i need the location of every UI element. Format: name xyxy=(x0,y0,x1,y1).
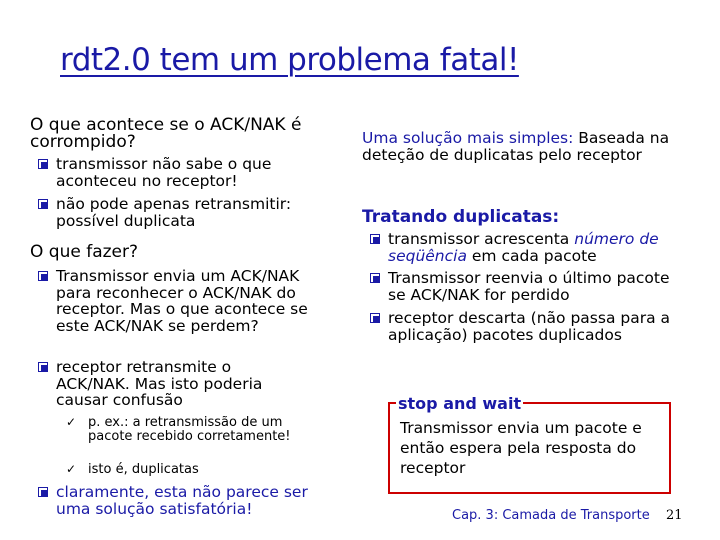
footer-chapter: Cap. 3: Camada de Transporte xyxy=(452,508,650,523)
square-bullet-icon xyxy=(38,362,48,372)
handling-duplicates-heading: Tratando duplicatas: xyxy=(362,207,560,227)
stop-and-wait-title: stop and wait xyxy=(398,394,522,413)
square-bullet-icon xyxy=(38,199,48,209)
square-bullet-icon xyxy=(38,487,48,497)
square-bullet-icon xyxy=(38,159,48,169)
slide-title: rdt2.0 tem um problema fatal! xyxy=(60,42,519,78)
page-number: 21 xyxy=(666,508,683,523)
checkmark-icon: ✓ xyxy=(66,462,77,476)
stop-and-wait-text: Transmissor envia um pacote e então espera pela resposta do receptor xyxy=(400,419,642,477)
square-bullet-icon xyxy=(370,273,380,283)
square-bullet-icon xyxy=(38,271,48,281)
question-what-to-do: O que fazer? xyxy=(30,242,139,262)
square-bullet-icon xyxy=(370,234,380,244)
square-bullet-icon xyxy=(370,313,380,323)
simpler-solution: Uma solução mais simples: Baseada na deteção de duplicatas pelo receptor xyxy=(362,129,670,164)
checkmark-icon: ✓ xyxy=(66,415,77,429)
question-corrupted-ack: O que acontece se o ACK/NAK é corrompido? xyxy=(30,115,302,152)
